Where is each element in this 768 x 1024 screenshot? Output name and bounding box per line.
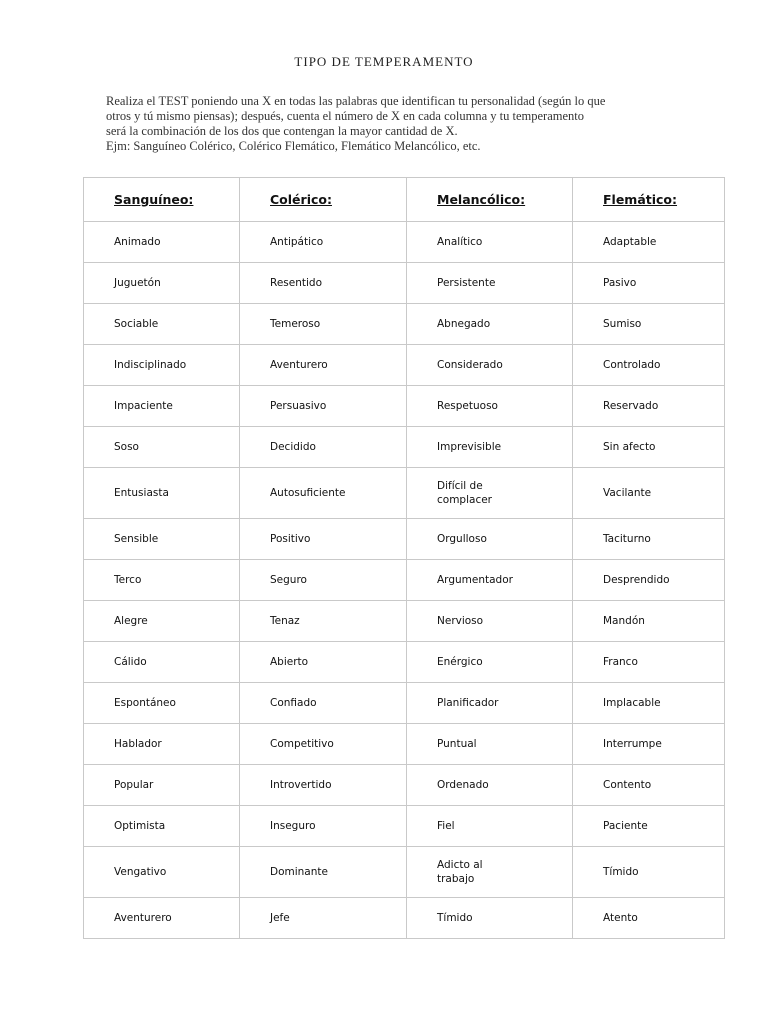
table-cell[interactable] <box>573 806 725 847</box>
cell-word: Soso <box>114 441 139 453</box>
cell-word: Taciturno <box>603 533 651 545</box>
cell-word: Indisciplinado <box>114 359 187 371</box>
table-cell[interactable] <box>407 601 573 642</box>
table-row <box>84 642 725 683</box>
table-row <box>84 765 725 806</box>
table-cell[interactable] <box>84 806 240 847</box>
table-cell[interactable] <box>573 304 725 345</box>
table-cell[interactable] <box>240 222 407 263</box>
cell-word: Persistente <box>437 277 496 289</box>
instructions-paragraph <box>106 94 686 154</box>
table-body <box>84 222 725 939</box>
table-cell[interactable] <box>84 642 240 683</box>
table-cell[interactable] <box>240 847 407 898</box>
cell-word: Hablador <box>114 738 162 750</box>
table-cell[interactable] <box>84 222 240 263</box>
cell-word: Atento <box>603 912 638 924</box>
cell-word: Tímido <box>437 912 473 924</box>
cell-word: Aventurero <box>270 359 328 371</box>
table-cell[interactable] <box>240 519 407 560</box>
table-cell[interactable] <box>407 765 573 806</box>
table-row <box>84 427 725 468</box>
table-cell[interactable] <box>84 304 240 345</box>
cell-word: Persuasivo <box>270 400 327 412</box>
cell-word: Abnegado <box>437 318 491 330</box>
table-cell[interactable] <box>573 898 725 939</box>
cell-word: Desprendido <box>603 574 670 586</box>
cell-word: Impaciente <box>114 400 173 412</box>
table-cell[interactable] <box>240 345 407 386</box>
cell-word: Confiado <box>270 697 317 709</box>
table-cell[interactable] <box>84 345 240 386</box>
cell-word: Mandón <box>603 615 645 627</box>
table-cell[interactable] <box>240 263 407 304</box>
table-cell[interactable] <box>84 683 240 724</box>
column-header-melancolico: Melancólico: <box>407 178 573 222</box>
table-cell[interactable] <box>240 427 407 468</box>
cell-word: Respetuoso <box>437 400 498 412</box>
column-header-flematico: Flemático: <box>573 178 725 222</box>
cell-word: Alegre <box>114 615 148 627</box>
table-cell[interactable] <box>573 847 725 898</box>
cell-word: Sumiso <box>603 318 642 330</box>
cell-word: Juguetón <box>114 277 161 289</box>
table-cell[interactable] <box>240 806 407 847</box>
cell-word: Considerado <box>437 359 503 371</box>
cell-word: Pasivo <box>603 277 637 289</box>
cell-word: Planificador <box>437 697 499 709</box>
instructions-line: otros y tú mismo piensas); después, cuenta el número de X en cada columna y tu temperamento <box>106 109 584 123</box>
table-cell[interactable] <box>84 386 240 427</box>
table-cell[interactable] <box>407 386 573 427</box>
table-cell[interactable] <box>573 427 725 468</box>
cell-word: Orgulloso <box>437 533 487 545</box>
cell-word: Sin afecto <box>603 441 656 453</box>
table-cell[interactable] <box>407 560 573 601</box>
table-cell[interactable] <box>407 263 573 304</box>
cell-word: Contento <box>603 779 652 791</box>
table-cell[interactable] <box>573 222 725 263</box>
table-cell[interactable] <box>240 724 407 765</box>
cell-word: Abierto <box>270 656 309 668</box>
cell-word: Animado <box>114 236 161 248</box>
cell-word: Interrumpe <box>603 738 662 750</box>
table-row <box>84 806 725 847</box>
cell-word: Aventurero <box>114 912 172 924</box>
table-row <box>84 304 725 345</box>
cell-word: Fiel <box>437 820 455 832</box>
table-cell[interactable] <box>84 847 240 898</box>
cell-word: Nervioso <box>437 615 484 627</box>
table-row <box>84 345 725 386</box>
cell-word: Seguro <box>270 574 307 586</box>
cell-word: Enérgico <box>437 656 483 668</box>
cell-word: Adaptable <box>603 236 657 248</box>
table-cell[interactable] <box>84 263 240 304</box>
instructions-line: Ejm: Sanguíneo Colérico, Colérico Flemático, Flemático Melancólico, etc. <box>106 139 481 153</box>
table-cell[interactable] <box>407 304 573 345</box>
cell-word: Terco <box>114 574 142 586</box>
cell-word: Optimista <box>114 820 166 832</box>
cell-word: Temeroso <box>270 318 321 330</box>
cell-word: Dominante <box>270 866 328 878</box>
cell-word: Antipático <box>270 236 324 248</box>
table-cell[interactable] <box>84 519 240 560</box>
table-row <box>84 560 725 601</box>
table-cell[interactable] <box>407 724 573 765</box>
table-cell[interactable] <box>573 263 725 304</box>
table-header-row <box>84 178 725 222</box>
cell-word: Analítico <box>437 236 483 248</box>
table-row <box>84 468 725 519</box>
table-cell[interactable] <box>407 519 573 560</box>
table-cell[interactable] <box>240 304 407 345</box>
cell-word: Cálido <box>114 656 147 668</box>
cell-word: Paciente <box>603 820 648 832</box>
table-cell[interactable] <box>240 386 407 427</box>
cell-word: Decidido <box>270 441 316 453</box>
table-cell[interactable] <box>240 683 407 724</box>
table-cell[interactable] <box>240 560 407 601</box>
cell-word: Positivo <box>270 533 311 545</box>
table-cell[interactable] <box>407 642 573 683</box>
table-row <box>84 519 725 560</box>
cell-word: Implacable <box>603 697 661 709</box>
instructions-line: será la combinación de los dos que contengan la mayor cantidad de X. <box>106 124 458 138</box>
table-row <box>84 386 725 427</box>
table-row <box>84 898 725 939</box>
cell-word: Tenaz <box>270 615 300 627</box>
table-cell[interactable] <box>573 519 725 560</box>
table-cell[interactable] <box>240 601 407 642</box>
cell-word: Popular <box>114 779 154 791</box>
cell-word: Competitivo <box>270 738 334 750</box>
instructions-line: Realiza el TEST poniendo una X en todas las palabras que identifican tu personalidad (según lo que <box>106 94 606 108</box>
table-cell[interactable] <box>573 468 725 519</box>
table-cell[interactable] <box>407 222 573 263</box>
cell-word: Resentido <box>270 277 322 289</box>
cell-word: Ordenado <box>437 779 489 791</box>
cell-word: Jefe <box>270 912 290 924</box>
cell-word: Imprevisible <box>437 441 502 453</box>
document-title: TIPO DE TEMPERAMENTO <box>294 54 474 69</box>
table-cell[interactable] <box>573 765 725 806</box>
cell-word: Puntual <box>437 738 477 750</box>
table-cell[interactable] <box>84 468 240 519</box>
table-cell[interactable] <box>573 560 725 601</box>
table-cell[interactable] <box>407 847 573 898</box>
cell-word: Tímido <box>603 866 639 878</box>
cell-word: Controlado <box>603 359 661 371</box>
table-row <box>84 847 725 898</box>
cell-word: Franco <box>603 656 638 668</box>
table-cell[interactable] <box>407 806 573 847</box>
table-cell[interactable] <box>407 468 573 519</box>
table-row <box>84 222 725 263</box>
cell-word: Argumentador <box>437 574 513 586</box>
column-header-sanguineo: Sanguíneo: <box>84 178 240 222</box>
table-cell[interactable] <box>84 765 240 806</box>
table-cell[interactable] <box>240 642 407 683</box>
table-cell[interactable] <box>407 683 573 724</box>
table-cell[interactable] <box>573 345 725 386</box>
cell-word: Autosuficiente <box>270 487 346 499</box>
table-cell[interactable] <box>573 724 725 765</box>
table-cell[interactable] <box>407 345 573 386</box>
table-row <box>84 601 725 642</box>
temperament-table <box>83 177 725 939</box>
table-cell[interactable] <box>240 765 407 806</box>
cell-word: Sensible <box>114 533 159 545</box>
table-cell[interactable] <box>84 560 240 601</box>
table-row <box>84 683 725 724</box>
table-row <box>84 724 725 765</box>
cell-word: Vacilante <box>603 487 652 499</box>
table-cell[interactable] <box>84 601 240 642</box>
cell-word: Inseguro <box>270 820 316 832</box>
cell-word: Espontáneo <box>114 697 176 709</box>
cell-word: Entusiasta <box>114 487 169 499</box>
table-cell[interactable] <box>84 898 240 939</box>
table-cell[interactable] <box>573 386 725 427</box>
cell-word: Reservado <box>603 400 659 412</box>
table-cell[interactable] <box>407 427 573 468</box>
table-cell[interactable] <box>573 642 725 683</box>
table-cell[interactable] <box>407 898 573 939</box>
table-cell[interactable] <box>84 724 240 765</box>
table-cell[interactable] <box>573 683 725 724</box>
cell-word: Vengativo <box>114 866 167 878</box>
cell-word: Introvertido <box>270 779 332 791</box>
table-cell[interactable] <box>240 468 407 519</box>
table-cell[interactable] <box>240 898 407 939</box>
column-header-colerico: Colérico: <box>240 178 407 222</box>
cell-word: Adicto al trabajo <box>437 859 483 885</box>
cell-word: Difícil de complacer <box>437 480 492 506</box>
table-row <box>84 263 725 304</box>
table-cell[interactable] <box>84 427 240 468</box>
table-cell[interactable] <box>573 601 725 642</box>
cell-word: Sociable <box>114 318 159 330</box>
